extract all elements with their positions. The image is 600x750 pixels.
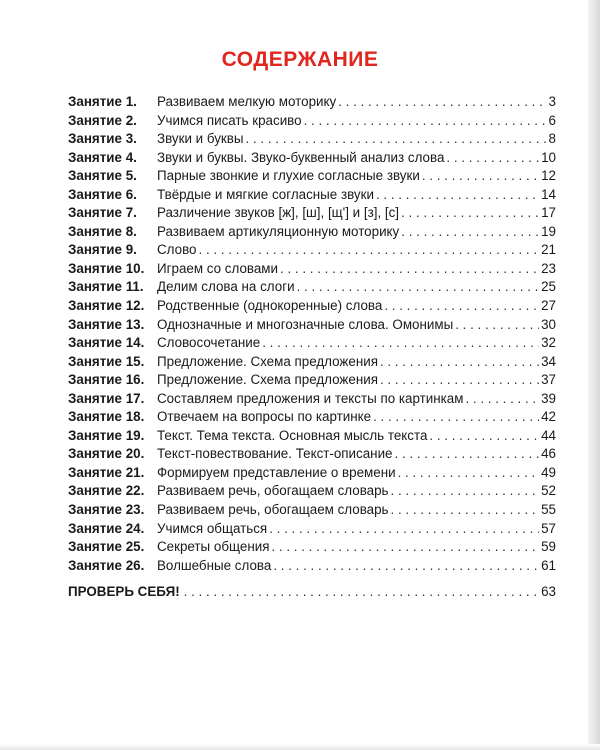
- page-number: 34: [541, 353, 556, 369]
- page-number: 52: [541, 483, 556, 499]
- page-number: 30: [541, 316, 556, 332]
- page-number: 19: [541, 223, 556, 239]
- lesson-number: Занятие 24.: [68, 520, 145, 536]
- toc-entry[interactable]: [68, 520, 556, 539]
- dot-leader: [429, 427, 539, 446]
- dot-leader: [455, 316, 539, 335]
- toc-entry[interactable]: [68, 501, 556, 520]
- toc-entry[interactable]: [68, 130, 556, 149]
- lesson-topic: Слово: [157, 242, 197, 258]
- lesson-topic: Различение звуков [ж], [ш], [щ'] и [з], [с]: [157, 205, 400, 221]
- check-yourself-label: ПРОВЕРЬ СЕБЯ!: [68, 584, 180, 600]
- lesson-number: Занятие 14.: [68, 335, 145, 351]
- lesson-topic: Учимся общаться: [157, 520, 268, 536]
- lesson-topic: Звуки и буквы: [157, 131, 244, 147]
- lesson-number: Занятие 8.: [68, 223, 137, 239]
- lesson-number: Занятие 2.: [68, 112, 137, 128]
- toc-entry[interactable]: [68, 204, 556, 223]
- page-number: 46: [541, 446, 556, 462]
- dot-leader: [246, 130, 547, 149]
- page-number: 32: [541, 335, 556, 351]
- lesson-number: Занятие 5.: [68, 168, 137, 184]
- page-shadow: [0, 744, 600, 750]
- dot-leader: [184, 583, 539, 602]
- lesson-number: Занятие 7.: [68, 205, 137, 221]
- dot-leader: [380, 353, 539, 372]
- dot-leader: [422, 167, 539, 186]
- dot-leader: [199, 241, 540, 260]
- toc-entry[interactable]: [68, 297, 556, 316]
- page-number: 63: [541, 584, 556, 600]
- page-number: 57: [541, 520, 556, 536]
- lesson-number: Занятие 23.: [68, 502, 145, 518]
- toc-entry[interactable]: [68, 260, 556, 279]
- toc-entry[interactable]: [68, 482, 556, 501]
- page-number: 21: [541, 242, 556, 258]
- lesson-topic: Волшебные слова: [157, 557, 272, 573]
- page-number: 10: [541, 149, 556, 165]
- dot-leader: [373, 408, 539, 427]
- lesson-number: Занятие 13.: [68, 316, 145, 332]
- toc-entry[interactable]: [68, 408, 556, 427]
- toc-entry[interactable]: [68, 149, 556, 168]
- lesson-topic: Развиваем мелкую моторику: [157, 94, 337, 109]
- toc-entry[interactable]: [68, 557, 556, 576]
- lesson-number: Занятие 20.: [68, 446, 145, 462]
- dot-leader: [391, 501, 540, 520]
- toc-entry[interactable]: [68, 186, 556, 205]
- toc-entry[interactable]: [68, 371, 556, 390]
- lesson-number: Занятие 3.: [68, 131, 137, 147]
- page-number: 42: [541, 409, 556, 425]
- page-number: 23: [541, 260, 556, 276]
- lesson-topic: Предложение. Схема предложения: [157, 372, 378, 388]
- table-of-contents: [68, 93, 556, 602]
- lesson-topic: Составляем предложения и тексты по картинкам: [157, 390, 464, 406]
- lesson-number: Занятие 18.: [68, 409, 145, 425]
- dot-leader: [446, 149, 539, 168]
- lesson-number: Занятие 1.: [68, 94, 137, 109]
- lesson-number: Занятие 17.: [68, 390, 145, 406]
- lesson-topic: Развиваем речь, обогащаем словарь: [157, 483, 389, 499]
- toc-entry[interactable]: [68, 278, 556, 297]
- dot-leader: [262, 334, 539, 353]
- dot-leader: [273, 557, 539, 576]
- toc-entry[interactable]: [68, 390, 556, 409]
- toc-entry[interactable]: [68, 223, 556, 242]
- lesson-topic: Играем со словами: [157, 260, 278, 276]
- page-number: 17: [541, 205, 556, 221]
- page-number: 8: [548, 131, 556, 147]
- page-number: 39: [541, 390, 556, 406]
- lesson-topic: Отвечаем на вопросы по картинке: [157, 409, 372, 425]
- lesson-number: Занятие 12.: [68, 298, 145, 314]
- page-number: 44: [541, 427, 556, 443]
- dot-leader: [338, 93, 546, 112]
- page-number: 14: [541, 186, 556, 202]
- lesson-number: Занятие 10.: [68, 260, 145, 276]
- dot-leader: [465, 390, 539, 409]
- lesson-topic: Учимся писать красиво: [157, 112, 302, 128]
- toc-entry[interactable]: [68, 112, 556, 131]
- lesson-number: Занятие 25.: [68, 539, 145, 555]
- lesson-number: Занятие 6.: [68, 186, 137, 202]
- lesson-topic: Делим слова на слоги: [157, 279, 295, 295]
- dot-leader: [401, 204, 539, 223]
- lesson-topic: Звуки и буквы. Звуко-буквенный анализ слова: [157, 149, 445, 165]
- lesson-topic: Текст-повествование. Текст-описание: [157, 446, 393, 462]
- dot-leader: [304, 112, 547, 131]
- lesson-topic: Текст. Тема текста. Основная мысль текста: [157, 427, 428, 443]
- dot-leader: [391, 482, 540, 501]
- lesson-number: Занятие 4.: [68, 149, 137, 165]
- toc-entry[interactable]: [68, 334, 556, 353]
- toc-entry[interactable]: [68, 427, 556, 446]
- lesson-number: Занятие 15.: [68, 353, 145, 369]
- page-number: 61: [541, 557, 556, 573]
- dot-leader: [280, 260, 539, 279]
- dot-leader: [297, 278, 540, 297]
- page-number: 6: [548, 112, 556, 128]
- page-number: 37: [541, 372, 556, 388]
- lesson-number: Занятие 16.: [68, 372, 145, 388]
- lesson-number: Занятие 26.: [68, 557, 145, 573]
- toc-entry-check-yourself[interactable]: [68, 583, 556, 602]
- lesson-topic: Предложение. Схема предложения: [157, 353, 378, 369]
- page-title: СОДЕРЖАНИЕ: [221, 48, 379, 71]
- lesson-topic: Парные звонкие и глухие согласные звуки: [157, 168, 420, 184]
- toc-entry[interactable]: [68, 464, 556, 483]
- page-number: 55: [541, 502, 556, 518]
- lesson-topic: Твёрдые и мягкие согласные звуки: [157, 186, 374, 202]
- lesson-topic: Родственные (однокоренные) слова: [157, 298, 383, 314]
- dot-leader: [401, 223, 539, 242]
- lesson-number: Занятие 22.: [68, 483, 145, 499]
- lesson-topic: Развиваем артикуляционную моторику: [157, 223, 400, 239]
- page-number: 3: [548, 94, 556, 109]
- page-number: 49: [541, 464, 556, 480]
- dot-leader: [380, 371, 539, 390]
- page-number: 25: [541, 279, 556, 295]
- page-number: 27: [541, 298, 556, 314]
- dot-leader: [384, 297, 539, 316]
- dot-leader: [376, 186, 539, 205]
- lesson-number: Занятие 9.: [68, 242, 137, 258]
- lesson-topic: Формируем представление о времени: [157, 464, 396, 480]
- lesson-topic: Секреты общения: [157, 539, 270, 555]
- lesson-topic: Словосочетание: [157, 335, 261, 351]
- lesson-topic: Однозначные и многозначные слова. Омонимы: [157, 316, 454, 332]
- dot-leader: [395, 445, 540, 464]
- toc-entry[interactable]: [68, 241, 556, 260]
- toc-entry[interactable]: [68, 445, 556, 464]
- lesson-number: Занятие 11.: [68, 279, 144, 295]
- toc-entry[interactable]: [68, 167, 556, 186]
- dot-leader: [271, 538, 539, 557]
- lesson-number: Занятие 19.: [68, 427, 145, 443]
- lesson-number: Занятие 21.: [68, 464, 145, 480]
- page-number: 59: [541, 539, 556, 555]
- toc-entry[interactable]: [68, 353, 556, 372]
- toc-entry[interactable]: [68, 316, 556, 335]
- toc-entry[interactable]: [68, 538, 556, 557]
- page-edge: [588, 0, 600, 750]
- dot-leader: [269, 520, 539, 539]
- toc-entry[interactable]: [68, 93, 556, 112]
- lesson-topic: Развиваем речь, обогащаем словарь: [157, 502, 389, 518]
- dot-leader: [398, 464, 540, 483]
- page-number: 12: [541, 168, 556, 184]
